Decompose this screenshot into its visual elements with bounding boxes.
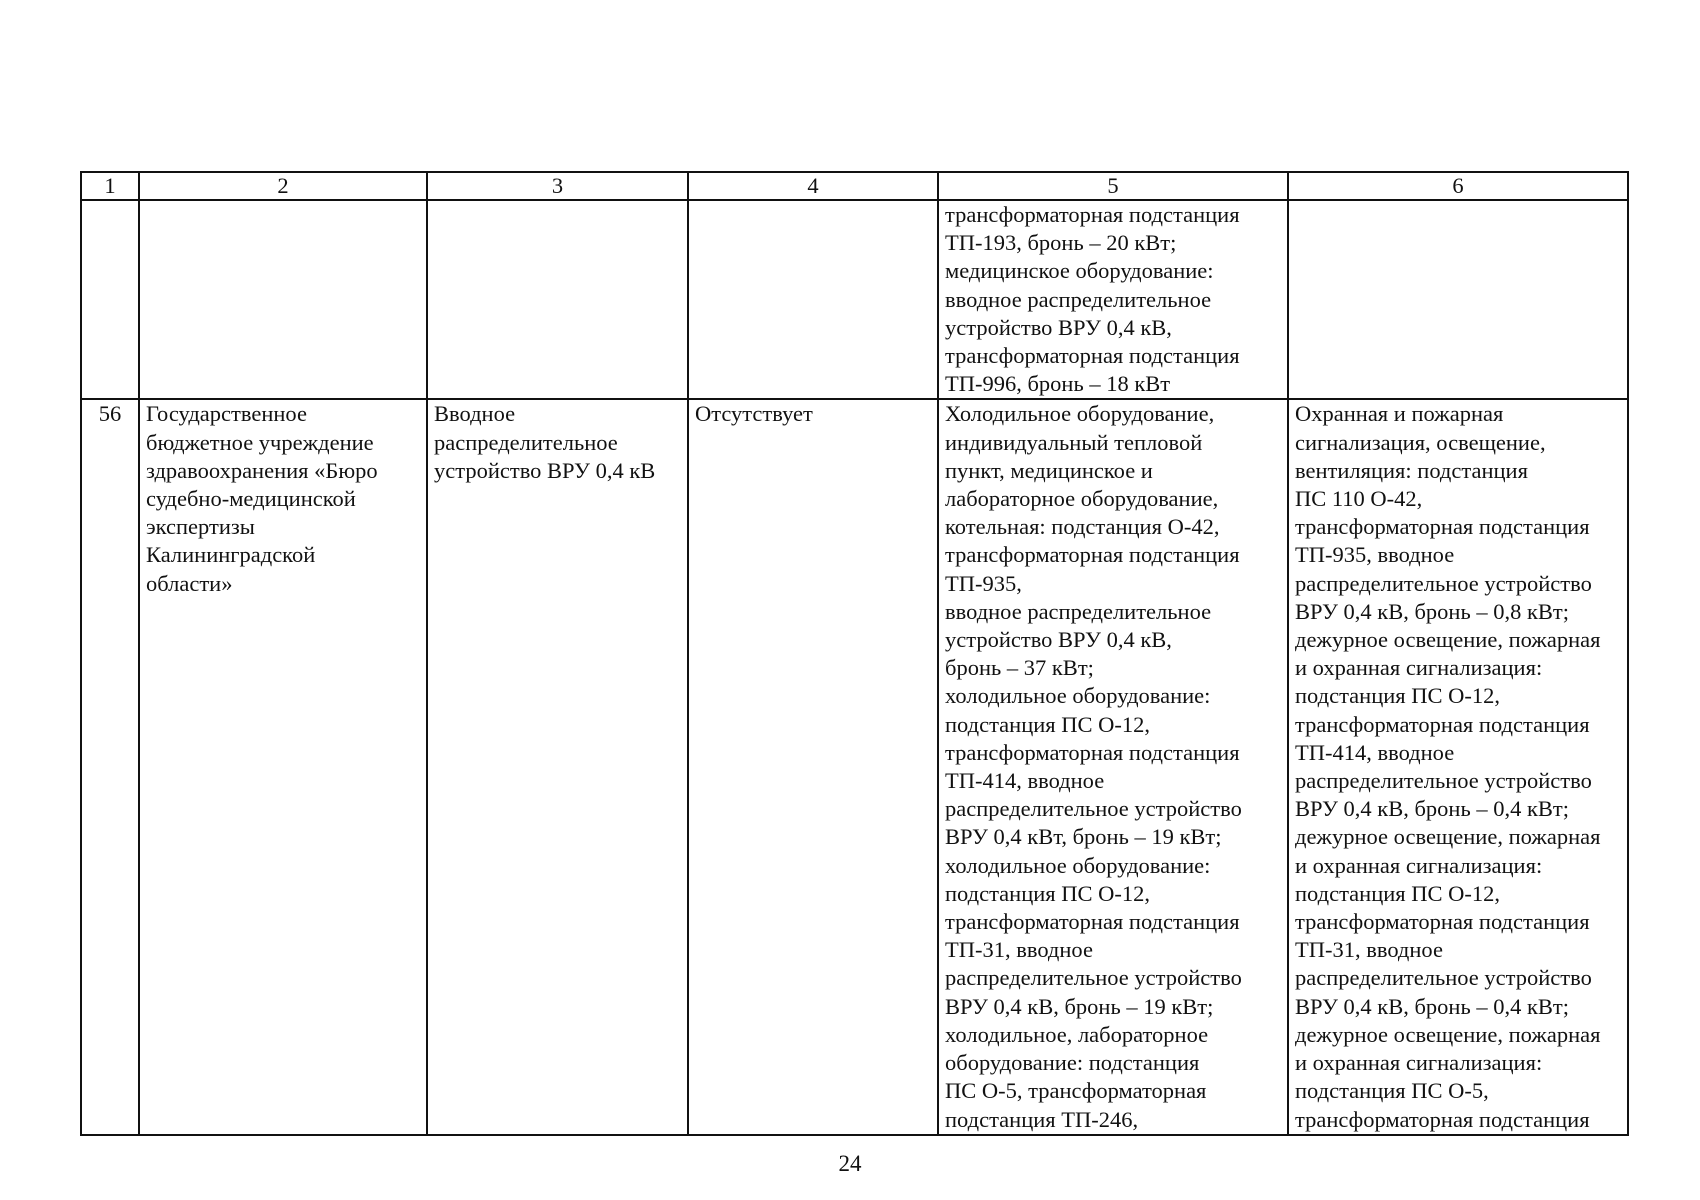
critical-equipment-text: Холодильное оборудование, индивидуальный тепловой пункт, медицинское и лабораторное оборудование, котельная: подстанция О-42, трансформаторная подстанция ТП-935, вводное распределительное устройство ВРУ 0,4 кВ, бронь – 37 кВт; холодильное оборудование: подстанция ПС О-12, трансформаторная подстанция ТП-414, вводное распределительное устройство ВРУ 0,4 кВт, бронь – 19 кВт; холодильное оборудование: подстанция ПС О-12, трансформаторная подстанция ТП-31, вводное распределительное устройство ВРУ 0,4 кВ, бронь – 19 кВт; холодильное, лабораторное оборудование: подстанция ПС О-5, трансформаторная подстанция ТП-246, [945,401,1242,1132]
security-systems-cell [1288,399,1628,1134]
main-source-cell [427,399,688,1134]
cell-continuation-col3 [427,200,688,399]
header-col-3: 3 [427,172,688,200]
cell-continuation-col6 [1288,200,1628,399]
row-number: 56 [98,401,122,427]
page-number: 24 [838,1151,862,1176]
header-col-4: 4 [688,172,938,200]
table-row-56 [81,399,1628,1134]
header-col-1: 1 [81,172,139,200]
organization-name: Государственное бюджетное учреждение здравоохранения «Бюро судебно-медицинской экспертизы Калининградской области» [146,401,378,596]
backup-source-cell [688,399,938,1134]
header-col-5: 5 [938,172,1288,200]
main-source-text: Вводное распределительное устройство ВРУ 0,4 кВ [434,401,656,483]
document-table [80,171,1629,1136]
cell-continuation-col4 [688,200,938,399]
cell-continuation-col2 [139,200,427,399]
cell-continuation-col5 [938,200,1288,399]
security-systems-text: Охранная и пожарная сигнализация, освещение, вентиляция: подстанция ПС 110 О-42, трансформаторная подстанция ТП-935, вводное распределительное устройство ВРУ 0,4 кВ, бронь – 0,8 кВт; дежурное освещение, пожарная и охранная сигнализация: подстанция ПС О-12, трансформаторная подстанция ТП-414, вводное распределительное устройство ВРУ 0,4 кВ, бронь – 0,4 кВт; дежурное освещение, пожарная и охранная сигнализация: подстанция ПС О-12, трансформаторная подстанция ТП-31, вводное распределительное устройство ВРУ 0,4 кВ, бронь – 0,4 кВт; дежурное освещение, пожарная и охранная сигнализация: подстанция ПС О-5, трансформаторная подстанция [1295,401,1601,1132]
table-row-continuation [81,200,1628,399]
backup-source-text: Отсутствует [695,401,813,427]
continuation-power-text: трансформаторная подстанция ТП-193, бронь – 20 кВт; медицинское оборудование: вводное распределительное устройство ВРУ 0,4 кВ, трансформаторная подстанция ТП-996, бронь – 18 кВт [945,202,1240,397]
cell-continuation-col1 [81,200,139,399]
organization-cell [139,399,427,1134]
row-number-cell [81,399,139,1134]
critical-equipment-cell [938,399,1288,1134]
header-col-6: 6 [1288,172,1628,200]
header-col-2: 2 [139,172,427,200]
table-header-row [81,172,1628,200]
